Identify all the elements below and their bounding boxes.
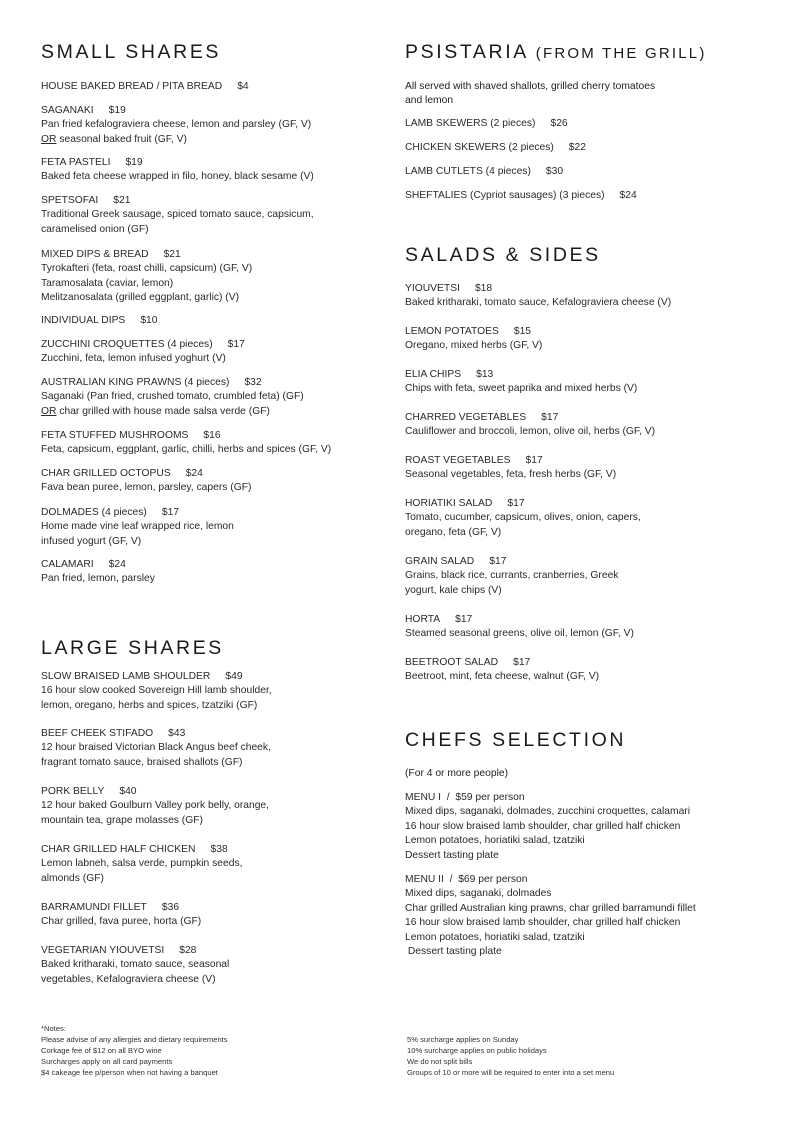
item-description: almonds (GF) xyxy=(41,872,104,884)
item-name-line xyxy=(405,141,586,155)
item-name: HOUSE BAKED BREAD / PITA BREAD xyxy=(41,81,223,92)
item-name: MIXED DIPS & BREAD xyxy=(41,249,149,260)
item-description: Traditional Greek sausage, spiced tomato sauce, capsicum, xyxy=(41,209,314,221)
item-name-line xyxy=(41,104,311,118)
set-menu xyxy=(405,873,696,959)
item-name: AUSTRALIAN KING PRAWNS (4 pieces) xyxy=(41,377,230,388)
item-name-line xyxy=(41,727,271,741)
item-name: ZUCCHINI CROQUETTES (4 pieces) xyxy=(41,339,213,350)
item-price: $17 xyxy=(525,455,543,466)
menu-item xyxy=(41,376,304,419)
item-description: 12 hour baked Goulburn Valley pork belly, orange, xyxy=(41,800,270,812)
menu-item xyxy=(405,165,563,179)
item-name-line xyxy=(41,670,272,684)
item-name: CHAR GRILLED OCTOPUS xyxy=(41,468,171,479)
item-description: Baked feta cheese wrapped in filo, honey, black sesame (V) xyxy=(41,171,314,183)
menu-item xyxy=(41,727,271,770)
menu-item xyxy=(41,429,331,458)
item-name-line xyxy=(41,338,245,352)
item-description: Saganaki (Pan fried, crushed tomato, crumbled feta) (GF) xyxy=(41,391,304,403)
alternative-text: seasonal baked fruit (GF, V) xyxy=(56,133,187,145)
set-menu-title: MENU I / $59 per person xyxy=(405,792,525,803)
item-price: $17 xyxy=(227,339,245,350)
item-name-line xyxy=(41,785,269,799)
item-description: oregano, feta (GF, V) xyxy=(405,526,502,538)
item-description: Baked kritharaki, tomato sauce, Kefalograviera cheese (V) xyxy=(405,297,672,309)
item-price: $17 xyxy=(489,556,507,567)
item-price: $49 xyxy=(225,671,243,682)
item-description: Melitzanosalata (grilled eggplant, garlic) (V) xyxy=(41,292,240,304)
item-name: SPETSOFAI xyxy=(41,195,99,206)
psistaria-heading xyxy=(405,40,707,66)
item-name-line xyxy=(405,411,655,425)
item-name: CHAR GRILLED HALF CHICKEN xyxy=(41,844,196,855)
item-name: LAMB CUTLETS (4 pieces) xyxy=(405,166,531,177)
item-name-line xyxy=(405,117,568,131)
item-name-line xyxy=(405,656,599,670)
item-description: 16 hour slow cooked Sovereign Hill lamb shoulder, xyxy=(41,685,272,697)
item-name: PORK BELLY xyxy=(41,786,105,797)
item-name-line xyxy=(405,282,671,296)
item-name-line xyxy=(405,555,618,569)
item-description: Steamed seasonal greens, olive oil, lemon (GF, V) xyxy=(405,628,634,640)
item-name-line xyxy=(41,901,201,915)
item-price: $17 xyxy=(455,614,473,625)
menu-item xyxy=(405,555,618,598)
item-name: SLOW BRAISED LAMB SHOULDER xyxy=(41,671,211,682)
item-name: CHICKEN SKEWERS (2 pieces) xyxy=(405,142,554,153)
small-shares-heading: SMALL SHARES xyxy=(41,41,222,63)
psistaria-intro: All served with shaved shallots, grilled cherry tomatoes and lemon xyxy=(405,81,656,106)
item-name-line xyxy=(41,506,234,520)
set-menu-course: Lemon potatoes, horiatiki salad, tzatziki xyxy=(405,931,585,943)
item-name: FETA STUFFED MUSHROOMS xyxy=(41,430,189,441)
item-name-line xyxy=(41,194,314,208)
item-description: Home made vine leaf wrapped rice, lemon xyxy=(41,521,234,533)
notes-left: *Notes: Please advise of any allergies and dietary requirements Corkage fee of $12 on all BYO wine Surcharges apply on all card payments $4 cakeage fee p/person when not having a banquet xyxy=(41,1024,228,1077)
menu-item xyxy=(405,368,637,397)
menu-item xyxy=(405,454,616,483)
set-menu-title: MENU II / $69 per person xyxy=(405,874,528,885)
item-price: $24 xyxy=(619,190,637,201)
item-name: LEMON POTATOES xyxy=(405,326,499,337)
item-description: Tomato, cucumber, capsicum, olives, onion, capers, xyxy=(405,512,641,524)
menu-item xyxy=(405,189,637,203)
salads-sides-heading: SALADS & SIDES xyxy=(405,244,601,266)
item-price: $17 xyxy=(507,498,525,509)
item-name-line xyxy=(405,165,563,179)
item-name-line xyxy=(405,368,637,382)
item-price: $43 xyxy=(168,728,186,739)
set-menu-course: Lemon potatoes, horiatiki salad, tzatziki xyxy=(405,835,585,847)
item-description: caramelised onion (GF) xyxy=(41,223,149,235)
set-menu-course: Char grilled Australian king prawns, char grilled barramundi fillet xyxy=(405,902,696,914)
item-name-line xyxy=(405,325,542,339)
item-description: Tyrokafteri (feta, roast chilli, capsicum) (GF, V) xyxy=(41,263,253,275)
item-name-line xyxy=(41,467,251,481)
chefs-selection-heading: CHEFS SELECTION xyxy=(405,729,627,751)
item-name: DOLMADES (4 pieces) xyxy=(41,507,147,518)
item-price: $24 xyxy=(185,468,203,479)
set-menu-course: 16 hour slow braised lamb shoulder, char grilled half chicken xyxy=(405,820,681,832)
item-name: BEEF CHEEK STIFADO xyxy=(41,728,154,739)
item-price: $19 xyxy=(125,157,143,168)
item-name-line xyxy=(405,613,634,627)
menu-item xyxy=(405,325,542,354)
menu-item xyxy=(41,80,249,94)
item-name: BEETROOT SALAD xyxy=(405,657,499,668)
item-description: yogurt, kale chips (V) xyxy=(405,584,502,596)
item-description: Pan fried kefalograviera cheese, lemon and parsley (GF, V) xyxy=(41,119,312,131)
set-menu-course: 16 hour slow braised lamb shoulder, char grilled half chicken xyxy=(405,917,681,929)
item-price: $30 xyxy=(545,166,564,177)
item-price: $4 xyxy=(237,81,249,92)
menu-item xyxy=(405,411,655,440)
item-name: LAMB SKEWERS (2 pieces) xyxy=(405,118,536,129)
or-label: OR xyxy=(41,405,57,417)
item-description: Seasonal vegetables, feta, fresh herbs (GF, V) xyxy=(405,469,617,481)
item-description: Feta, capsicum, eggplant, garlic, chilli, herbs and spices (GF, V) xyxy=(41,444,332,456)
item-price: $19 xyxy=(108,105,126,116)
menu-item xyxy=(405,656,599,685)
item-name: HORTA xyxy=(405,614,441,625)
item-description: lemon, oregano, herbs and spices, tzatziki (GF) xyxy=(41,699,258,711)
item-price: $15 xyxy=(513,326,532,337)
item-name-line xyxy=(405,454,616,468)
menu-item xyxy=(41,558,155,587)
item-price: $40 xyxy=(119,786,137,797)
menu-item xyxy=(405,117,568,131)
item-name: FETA PASTELI xyxy=(41,157,111,168)
item-price: $17 xyxy=(541,412,559,423)
menu-item xyxy=(405,282,671,311)
item-description: Oregano, mixed herbs (GF, V) xyxy=(405,340,543,352)
item-price: $28 xyxy=(179,945,197,956)
item-description: Baked kritharaki, tomato sauce, seasonal xyxy=(41,959,230,971)
item-name: SHEFTALIES (Cypriot sausages) (3 pieces) xyxy=(405,190,605,201)
item-name: ROAST VEGETABLES xyxy=(405,455,511,466)
item-price: $18 xyxy=(474,283,493,294)
item-description: infused yogurt (GF, V) xyxy=(41,535,142,547)
item-name: HORIATIKI SALAD xyxy=(405,498,493,509)
large-shares-heading: LARGE SHARES xyxy=(41,637,224,659)
item-description: Taramosalata (caviar, lemon) xyxy=(41,277,174,289)
notes-right: 5% surcharge applies on Sunday 10% surcharge applies on public holidays We do not split bills Groups of 10 or more will be required to enter into a set menu xyxy=(407,1035,615,1077)
set-menu-course: Dessert tasting plate xyxy=(405,849,499,861)
item-price: $32 xyxy=(244,377,262,388)
item-description: Zucchini, feta, lemon infused yoghurt (V) xyxy=(41,353,226,365)
menu-item xyxy=(41,785,269,828)
menu-item xyxy=(41,194,314,237)
or-label: OR xyxy=(41,133,57,145)
menu-item xyxy=(405,613,634,642)
item-description: Pan fried, lemon, parsley xyxy=(41,573,155,585)
item-name-line xyxy=(41,558,155,572)
item-description: fragrant tomato sauce, braised shallots (GF) xyxy=(41,756,243,768)
menu-item xyxy=(41,944,229,987)
item-name-line xyxy=(41,429,331,443)
item-name-line xyxy=(41,944,229,958)
item-price: $16 xyxy=(203,430,221,441)
item-price: $22 xyxy=(568,142,586,153)
set-menu-course: Mixed dips, saganaki, dolmades xyxy=(405,888,552,900)
item-price: $10 xyxy=(140,315,158,326)
item-alternative xyxy=(41,405,304,419)
item-name-line xyxy=(41,80,249,94)
menu-item xyxy=(41,156,314,185)
item-name-line xyxy=(41,156,314,170)
item-price: $21 xyxy=(163,249,181,260)
menu-item xyxy=(41,314,158,328)
item-name-line xyxy=(405,189,637,203)
item-name: ELIA CHIPS xyxy=(405,369,462,380)
item-price: $36 xyxy=(161,902,180,913)
item-price: $13 xyxy=(476,369,494,380)
item-price: $17 xyxy=(513,657,531,668)
item-name: CHARRED VEGETABLES xyxy=(405,412,527,423)
item-description: 12 hour braised Victorian Black Angus beef cheek, xyxy=(41,742,271,754)
psistaria-title: PSISTARIA xyxy=(405,41,528,63)
item-description: Lemon labneh, salsa verde, pumpkin seeds, xyxy=(41,858,243,870)
item-name: CALAMARI xyxy=(41,559,94,570)
item-name: GRAIN SALAD xyxy=(405,556,475,567)
item-name: BARRAMUNDI FILLET xyxy=(41,902,147,913)
item-name: SAGANAKI xyxy=(41,105,94,116)
item-description: vegetables, Kefalograviera cheese (V) xyxy=(41,973,216,985)
item-alternative xyxy=(41,133,311,147)
set-menu xyxy=(405,791,690,863)
set-menu-course: Dessert tasting plate xyxy=(405,946,502,958)
menu-item xyxy=(41,506,234,549)
item-name: INDIVIDUAL DIPS xyxy=(41,315,126,326)
menu-item xyxy=(41,467,251,496)
item-name: YIOUVETSI xyxy=(405,283,460,294)
item-name-line xyxy=(41,376,304,390)
item-price: $21 xyxy=(113,195,131,206)
item-name-line xyxy=(405,497,641,511)
menu-item xyxy=(41,670,272,713)
set-menu-course: Mixed dips, saganaki, dolmades, zucchini croquettes, calamari xyxy=(405,806,691,818)
chefs-selection-intro: (For 4 or more people) xyxy=(405,768,509,779)
item-description: mountain tea, grape molasses (GF) xyxy=(41,814,203,826)
item-description: Chips with feta, sweet paprika and mixed herbs (V) xyxy=(405,383,638,395)
menu-item xyxy=(41,901,201,930)
item-price: $26 xyxy=(550,118,568,129)
menu-item xyxy=(41,338,245,367)
menu-item xyxy=(41,843,242,886)
item-name-line xyxy=(41,248,252,262)
item-price: $17 xyxy=(161,507,180,518)
item-price: $24 xyxy=(108,559,126,570)
item-description: Char grilled, fava puree, horta (GF) xyxy=(41,916,202,928)
menu-item xyxy=(405,497,641,540)
item-name-line xyxy=(41,843,242,857)
item-name-line xyxy=(41,314,158,328)
menu-item xyxy=(41,248,252,306)
alternative-text: char grilled with house made salsa verde (GF) xyxy=(56,405,270,417)
item-description: Fava bean puree, lemon, parsley, capers (GF) xyxy=(41,482,252,494)
item-name: VEGETARIAN YIOUVETSI xyxy=(41,945,165,956)
menu-item xyxy=(41,104,311,147)
item-description: Grains, black rice, currants, cranberries, Greek xyxy=(405,570,619,582)
psistaria-subtitle: (FROM THE GRILL) xyxy=(535,45,707,62)
item-description: Beetroot, mint, feta cheese, walnut (GF, V) xyxy=(405,671,600,683)
item-description: Cauliflower and broccoli, lemon, olive oil, herbs (GF, V) xyxy=(405,426,656,438)
item-price: $38 xyxy=(210,844,228,855)
menu-item xyxy=(405,141,586,155)
